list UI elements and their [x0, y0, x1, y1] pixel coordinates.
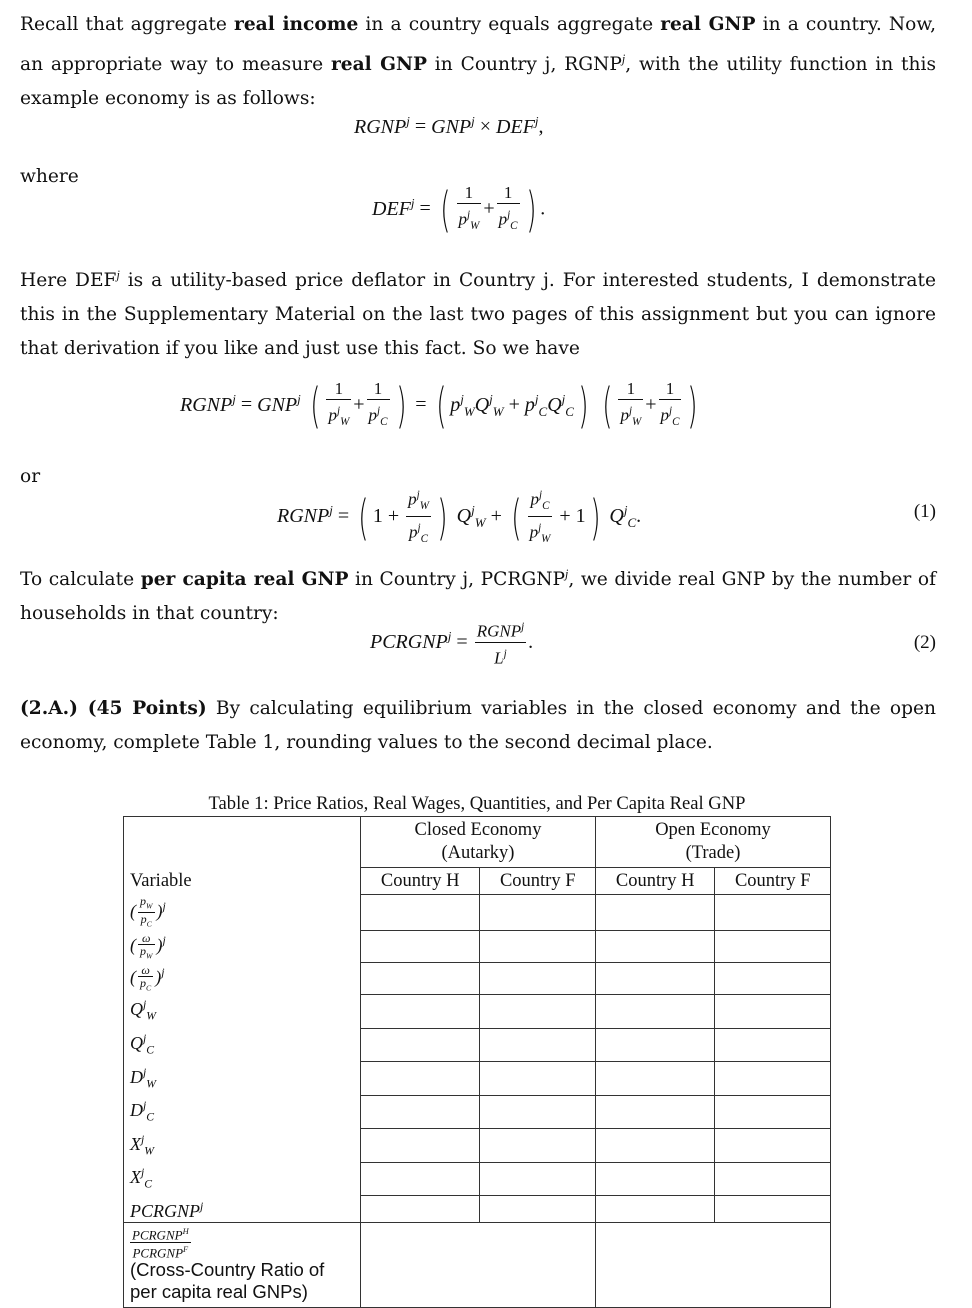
cell[interactable] [715, 1062, 831, 1096]
equation-def: $DEF^j$ = ( $\frac{1}{p^j_W}$ + $\frac{1}{p^j_C}$ ) . [372, 182, 546, 238]
cell[interactable] [480, 930, 596, 962]
table-row [124, 895, 831, 931]
cell[interactable] [595, 994, 714, 1028]
table-row [124, 930, 831, 962]
cell[interactable] [595, 1196, 714, 1223]
table-caption: Table 1: Price Ratios, Real Wages, Quantities, and Per Capita Real GNP [208, 793, 746, 814]
intro-paragraph: Recall that aggregate real income in a country equals aggregate real GNP in a country. Now, an appropriate way to measure real GNP in Country j, RGNP$^j$, with the utility function in this example economy is as follows: [20, 14, 936, 110]
cell[interactable] [361, 930, 480, 962]
var-dw: $D^j_W$ [124, 1062, 361, 1096]
table-row [124, 1062, 831, 1096]
cell[interactable] [361, 1028, 480, 1062]
closed-economy-header: Closed Economy (Autarky) [361, 817, 596, 868]
cell[interactable] [361, 1062, 480, 1096]
equation-2-number: (2) [913, 632, 936, 653]
cell[interactable] [480, 1062, 596, 1096]
closed-country-h: Country H [361, 868, 480, 895]
cell[interactable] [480, 1162, 596, 1196]
cell[interactable] [595, 1129, 714, 1163]
cell[interactable] [361, 895, 480, 931]
table-row [124, 1196, 831, 1223]
cell[interactable] [595, 895, 714, 931]
var-pcrgnp: PCRGNP$^j$ [124, 1196, 361, 1223]
cell[interactable] [595, 1062, 714, 1096]
cell[interactable] [715, 962, 831, 994]
cell[interactable] [480, 962, 596, 994]
cell[interactable] [595, 930, 714, 962]
var-price-ratio: ( $\frac{p_W}{p_C}$ )$^j$ [124, 895, 361, 931]
equation-rgnp-expanded: $RGNP^j = GNP^j$ ( $\frac{1}{p^j_W}$ + $\frac{1}{p^j_C}$ ) = ( $p^j_WQ^j_W + p^j_CQ^j_C$) ( $\frac{1}{p^j_W}$ + $\frac{1}{p^j_C}$ ) [180, 378, 698, 434]
table-row [124, 1223, 831, 1308]
table-row [124, 1162, 831, 1196]
variable-header: Variable [124, 868, 361, 895]
equation-1-number: (1) [913, 501, 936, 522]
cell[interactable] [715, 1129, 831, 1163]
cell[interactable] [715, 1095, 831, 1129]
cell[interactable] [480, 1028, 596, 1062]
cell[interactable] [595, 1028, 714, 1062]
cell[interactable] [480, 1196, 596, 1223]
cell[interactable] [715, 1196, 831, 1223]
equation-1: $RGNP^j$ = ( 1 + $\frac{p^j_W}{p^j_C}$ ) $Q^j_W$ + ( $\frac{p^j_C}{p^j_W}$ + 1) $Q^j_C$. [277, 485, 641, 550]
cell[interactable] [715, 930, 831, 962]
cell[interactable] [715, 994, 831, 1028]
var-ratio: $\frac{PCRGNP^H}{PCRGNP^F}$ (Cross-Country Ratio of per capita real GNPs) [124, 1223, 361, 1308]
ratio-closed-cell[interactable] [361, 1223, 596, 1308]
table-row [124, 1095, 831, 1129]
cell[interactable] [595, 1162, 714, 1196]
table-row [124, 1129, 831, 1163]
open-country-f: Country F [715, 868, 831, 895]
closed-country-f: Country F [480, 868, 596, 895]
table-row [124, 962, 831, 994]
open-economy-header: Open Economy (Trade) [595, 817, 830, 868]
table-row [124, 994, 831, 1028]
cell[interactable] [361, 1162, 480, 1196]
cell[interactable] [361, 1095, 480, 1129]
open-country-h: Country H [595, 868, 714, 895]
cell[interactable] [715, 1028, 831, 1062]
cell[interactable] [361, 994, 480, 1028]
var-wage-c: ( $\frac{\omega}{p_C}$ )$^j$ [124, 962, 361, 994]
ratio-open-cell[interactable] [595, 1223, 830, 1308]
deflator-paragraph: Here DEF$^j$ is a utility-based price deflator in Country j. For interested students, I demonstrate this in the Supplementary Material on the last two pages of this assignment but you can ignore that derivation if you like and just use this fact. So we have [20, 268, 936, 360]
var-qc: $Q^j_C$ [124, 1028, 361, 1062]
cell[interactable] [480, 994, 596, 1028]
var-wage-w: ( $\frac{\omega}{p_W}$ )$^j$ [124, 930, 361, 962]
var-xc: $X^j_C$ [124, 1162, 361, 1196]
var-dc: $D^j_C$ [124, 1095, 361, 1129]
where-label: where [20, 166, 79, 187]
table-1 [123, 816, 831, 1308]
per-capita-paragraph: To calculate per capita real GNP in Country j, PCRGNP$^j$, we divide real GNP by the number of households in that country: [20, 567, 936, 625]
cell[interactable] [715, 895, 831, 931]
cell[interactable] [715, 1162, 831, 1196]
var-xw: $X^j_W$ [124, 1129, 361, 1163]
table-row [124, 1028, 831, 1062]
or-label: or [20, 466, 41, 487]
cell[interactable] [595, 962, 714, 994]
cell[interactable] [480, 895, 596, 931]
cell[interactable] [480, 1095, 596, 1129]
question-paragraph: (2.A.) (45 Points) By calculating equilibrium variables in the closed economy and the open economy, complete Table 1, rounding values to the second decimal place. [20, 698, 936, 753]
cell[interactable] [595, 1095, 714, 1129]
cell[interactable] [361, 962, 480, 994]
var-qw: $Q^j_W$ [124, 994, 361, 1028]
cell[interactable] [361, 1196, 480, 1223]
equation-rgnp-def: $RGNP^j = GNP^j \times DEF^j$, [354, 113, 544, 138]
equation-2: $PCRGNP^j$ = $\frac{RGNP^j}{L^j}$ . [370, 617, 533, 669]
cell[interactable] [480, 1129, 596, 1163]
cell[interactable] [361, 1129, 480, 1163]
